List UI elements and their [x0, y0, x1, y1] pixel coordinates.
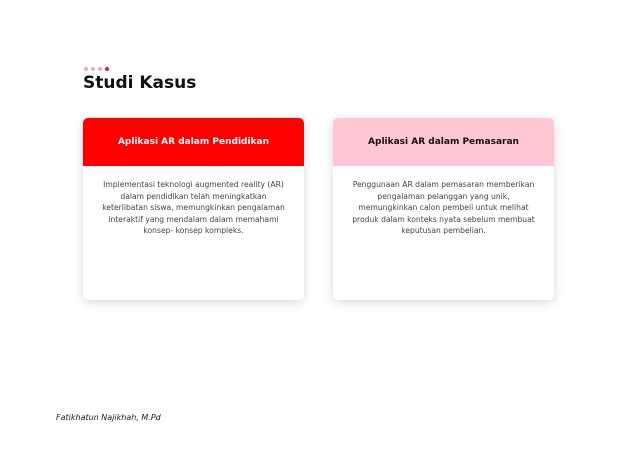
active-dot-icon	[105, 67, 109, 71]
card-marketing-description: Penggunaan AR dalam pemasaran memberikan pengalaman pelanggan yang unik, memungkinkan calon pembeli untuk melihat produk dalam konteks nyata sebelum membuat keputusan pembelian.	[352, 180, 535, 235]
page-title: Studi Kasus	[83, 73, 197, 93]
card-education-description: Implementasi teknologi augmented reality (AR) dalam pendidikan telah meningkatkan keterlibatan siswa, memungkinkan pengalaman interaktif yang mendalam dalam memahami konsep- konsep kompleks.	[102, 180, 285, 235]
decorative-dots	[84, 67, 109, 71]
card-education-header: Aplikasi AR dalam Pendidikan	[83, 118, 304, 166]
card-marketing-header: Aplikasi AR dalam Pemasaran	[333, 118, 554, 166]
author-name: Fatikhatun Najikhah, M.Pd	[56, 413, 161, 422]
dot-icon	[98, 67, 102, 71]
dot-icon	[84, 67, 88, 71]
card-marketing	[333, 118, 554, 300]
card-education	[83, 118, 304, 300]
dot-icon	[91, 67, 95, 71]
